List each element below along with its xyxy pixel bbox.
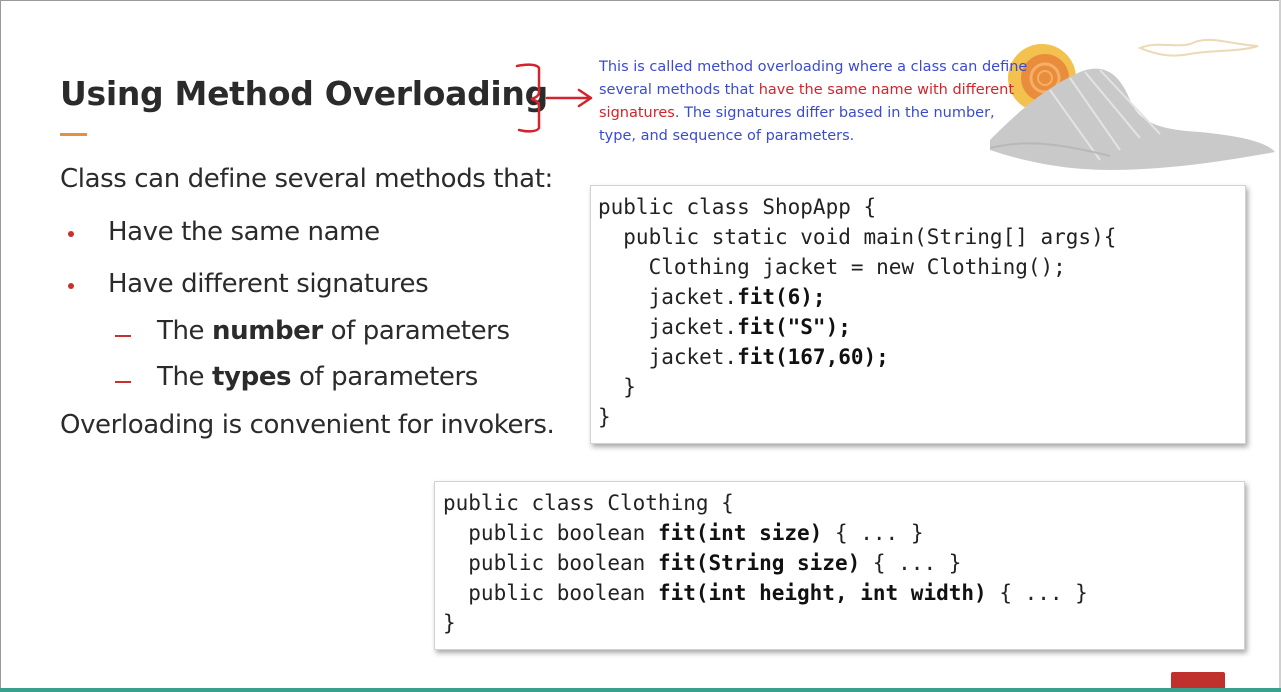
code-line: public static void main(String[] args){ <box>598 225 1117 249</box>
code-method-call: fit("S"); <box>737 315 851 339</box>
clothing-code-block <box>434 481 1245 650</box>
code-text: { ... } <box>822 521 924 545</box>
bullet-dot <box>68 283 74 289</box>
bullet-dot <box>68 231 74 237</box>
code-line <box>598 315 851 339</box>
sub-bullet-text: The <box>157 362 213 392</box>
code-line <box>443 521 923 545</box>
corner-logo-tab <box>1171 672 1225 688</box>
bullet-same-name: Have the same name <box>108 217 380 247</box>
code-line: public class Clothing { <box>443 491 734 515</box>
code-text: public boolean <box>443 581 658 605</box>
code-line <box>443 551 961 575</box>
sub-bullet-types <box>157 362 478 392</box>
code-text: public boolean <box>443 521 658 545</box>
annotation-text-2: . The signatures differ based in the number, type, and sequence of parameters. <box>599 105 995 144</box>
annotation-highlight: have the same name with different signatures <box>599 82 1015 121</box>
code-text: jacket. <box>598 285 738 309</box>
sub-bullet-text: The <box>157 316 213 346</box>
code-method-signature: fit(int size) <box>657 521 823 545</box>
code-line: } <box>443 611 456 635</box>
code-text: jacket. <box>598 315 738 339</box>
sub-bullet-dash <box>115 381 131 383</box>
code-text: { ... } <box>860 551 962 575</box>
annotation-note <box>599 56 1029 148</box>
code-method-call: fit(167,60); <box>737 345 889 369</box>
closing-text: Overloading is convenient for invokers. <box>60 410 555 440</box>
code-line <box>598 345 889 369</box>
code-line: } <box>598 375 636 399</box>
lead-text: Class can define several methods that: <box>60 164 553 194</box>
bottom-accent-bar <box>0 688 1281 692</box>
code-method-signature: fit(String size) <box>657 551 861 575</box>
code-method-call: fit(6); <box>737 285 826 309</box>
sub-bullet-number <box>157 316 510 346</box>
decorative-illustration <box>990 20 1280 190</box>
code-line: public class ShopApp { <box>598 195 877 219</box>
code-line: Clothing jacket = new Clothing(); <box>598 255 1066 279</box>
code-text: jacket. <box>598 345 738 369</box>
code-line: } <box>598 405 611 429</box>
annotation-bracket-arrow <box>513 62 593 134</box>
sub-bullet-emphasis: number <box>212 316 323 346</box>
slide-title: Using Method Overloading <box>60 74 548 113</box>
code-method-signature: fit(int height, int width) <box>657 581 987 605</box>
sub-bullet-dash <box>115 335 131 337</box>
window-top-border <box>0 0 1281 1</box>
bullet-different-signatures: Have different signatures <box>108 269 429 299</box>
code-text: public boolean <box>443 551 658 575</box>
code-line <box>443 581 1088 605</box>
code-line <box>598 285 826 309</box>
sub-bullet-text: of parameters <box>322 316 510 346</box>
window-left-border <box>0 0 1 692</box>
sub-bullet-emphasis: types <box>212 362 292 392</box>
shopapp-code-block <box>590 185 1246 444</box>
sub-bullet-text: of parameters <box>291 362 478 392</box>
code-text: { ... } <box>986 581 1088 605</box>
annotation-text-1: This is called method overloading where a class can define several methods that <box>599 59 1028 98</box>
title-underline <box>60 133 87 136</box>
